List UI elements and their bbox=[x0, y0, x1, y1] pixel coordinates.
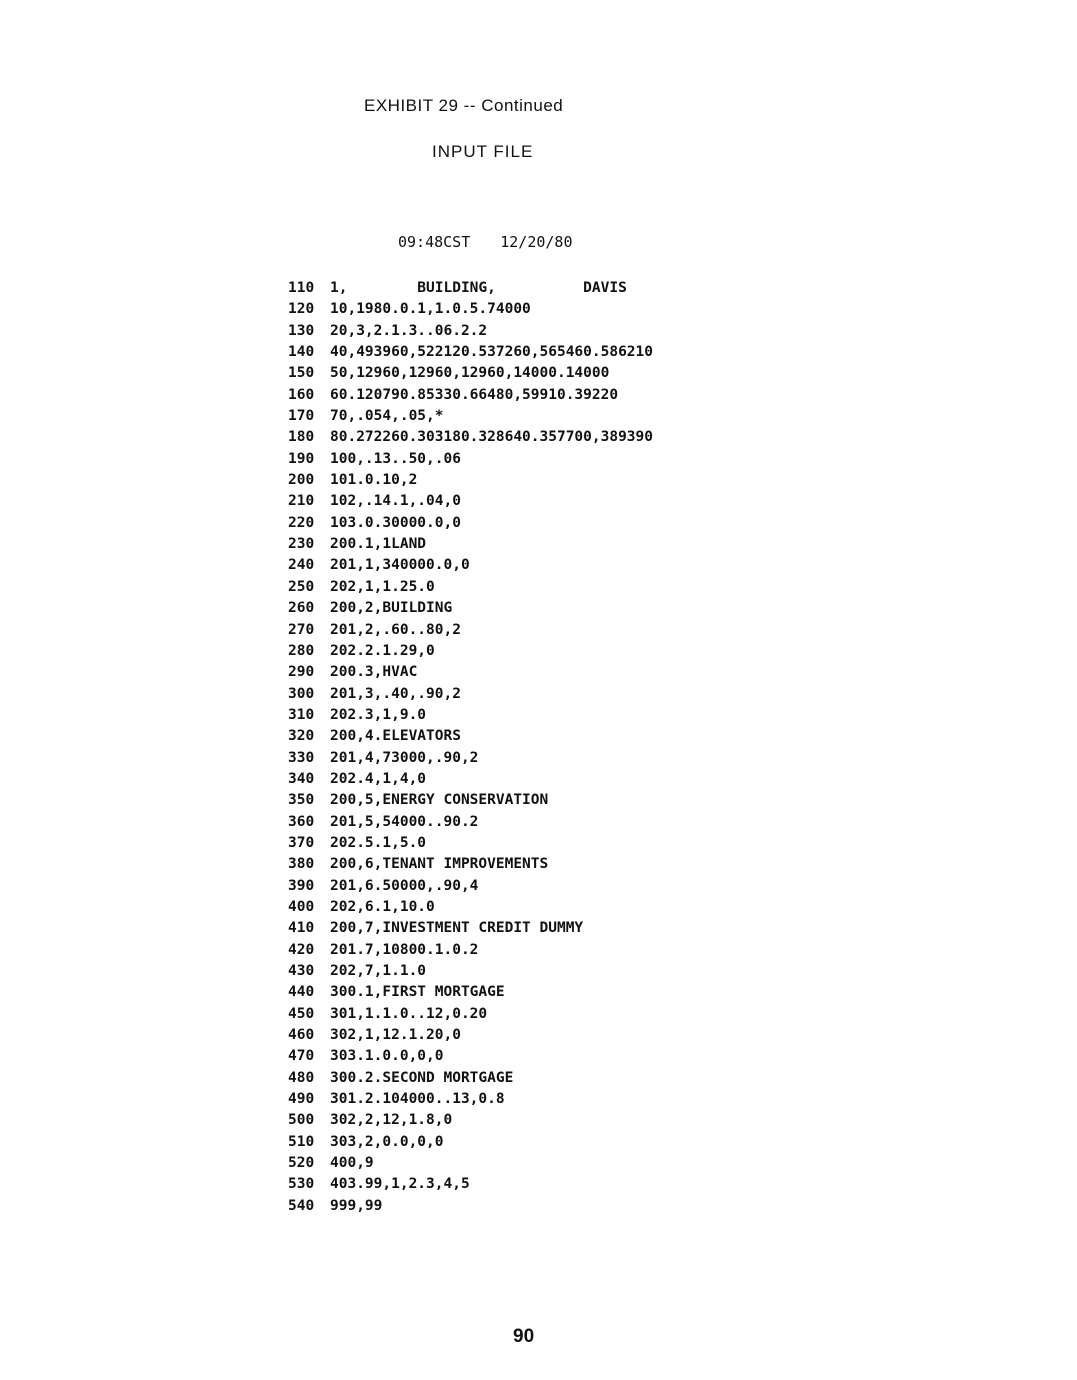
listing-line bbox=[288, 534, 653, 555]
line-content: 201.7,10800.1.0.2 bbox=[330, 941, 479, 958]
line-content: 202,6.1,10.0 bbox=[330, 898, 435, 915]
line-number: 320 bbox=[288, 728, 315, 745]
listing-line bbox=[288, 833, 653, 854]
listing-line bbox=[288, 1132, 653, 1153]
line-number: 280 bbox=[288, 642, 315, 659]
exhibit-title: EXHIBIT 29 -- Continued bbox=[364, 96, 564, 115]
line-number: 290 bbox=[288, 664, 315, 681]
line-number: 520 bbox=[288, 1155, 315, 1172]
line-content: 60.120790.85330.66480,59910.39220 bbox=[330, 386, 619, 403]
listing-line bbox=[288, 577, 653, 598]
line-number: 300 bbox=[288, 685, 315, 702]
line-number: 510 bbox=[288, 1133, 315, 1150]
line-content: 400,9 bbox=[330, 1155, 374, 1172]
line-number: 370 bbox=[288, 834, 315, 851]
line-number: 430 bbox=[288, 963, 315, 979]
listing-line bbox=[288, 427, 653, 448]
line-content: 999,99 bbox=[330, 1197, 383, 1214]
line-number: 150 bbox=[288, 365, 315, 382]
line-content: 201,6.50000,.90,4 bbox=[330, 877, 479, 894]
listing-line bbox=[288, 726, 653, 747]
line-number: 530 bbox=[288, 1176, 315, 1193]
line-content: 202,1,1.25.0 bbox=[330, 578, 435, 595]
listing-line bbox=[288, 961, 653, 982]
listing-line bbox=[288, 1196, 653, 1217]
listing-line bbox=[288, 620, 653, 641]
line-number: 490 bbox=[288, 1091, 315, 1108]
line-number: 160 bbox=[288, 386, 315, 403]
line-content: 202.5.1,5.0 bbox=[330, 834, 427, 851]
line-content: 1, BUILDING, DAVIS bbox=[330, 280, 627, 296]
listing-line bbox=[288, 449, 653, 470]
line-number: 220 bbox=[288, 514, 315, 531]
listing-line bbox=[288, 897, 653, 918]
line-content: 201,3,.40,.90,2 bbox=[330, 685, 461, 702]
line-number: 500 bbox=[288, 1112, 315, 1129]
listing-line bbox=[288, 342, 653, 363]
line-number: 440 bbox=[288, 984, 315, 1001]
line-content: 200,6,TENANT IMPROVEMENTS bbox=[330, 856, 549, 873]
line-content: 10,1980.0.1,1.0.5.74000 bbox=[330, 301, 531, 318]
listing-line bbox=[288, 790, 653, 811]
listing-line bbox=[288, 1004, 653, 1025]
line-content: 201,5,54000..90.2 bbox=[330, 813, 479, 830]
line-content: 301.2.104000..13,0.8 bbox=[330, 1091, 505, 1108]
input-file-listing bbox=[288, 278, 653, 1217]
listing-line bbox=[288, 299, 653, 320]
listing-line bbox=[288, 641, 653, 662]
listing-line bbox=[288, 1089, 653, 1110]
line-number: 460 bbox=[288, 1027, 315, 1044]
line-content: 200,4.ELEVATORS bbox=[330, 728, 461, 745]
line-number: 180 bbox=[288, 429, 315, 446]
listing-line bbox=[288, 406, 653, 427]
line-content: 40,493960,522120.537260,565460.586210 bbox=[330, 344, 654, 361]
line-content: 202.2.1.29,0 bbox=[330, 642, 435, 659]
line-content: 201,1,340000.0,0 bbox=[330, 557, 470, 574]
line-content: 20,3,2.1.3..06.2.2 bbox=[330, 322, 488, 339]
line-content: 403.99,1,2.3,4,5 bbox=[330, 1176, 470, 1193]
line-content: 100,.13..50,.06 bbox=[330, 450, 461, 467]
listing-line bbox=[288, 491, 653, 512]
listing-line bbox=[288, 321, 653, 342]
line-content: 301,1.1.0..12,0.20 bbox=[330, 1005, 488, 1022]
listing-line bbox=[288, 598, 653, 619]
line-content: 302,2,12,1.8,0 bbox=[330, 1112, 453, 1129]
line-content: 200,2,BUILDING bbox=[330, 600, 453, 617]
line-content: 302,1,12.1.20,0 bbox=[330, 1027, 461, 1044]
line-number: 230 bbox=[288, 536, 315, 553]
listing-line bbox=[288, 854, 653, 875]
line-number: 400 bbox=[288, 898, 315, 915]
listing-line bbox=[288, 1046, 653, 1067]
line-content: 103.0.30000.0,0 bbox=[330, 514, 461, 531]
line-content: 303,2,0.0,0,0 bbox=[330, 1133, 444, 1150]
line-content: 300.1,FIRST MORTGAGE bbox=[330, 984, 505, 1001]
line-number: 350 bbox=[288, 792, 315, 809]
listing-line bbox=[288, 748, 653, 769]
line-number: 310 bbox=[288, 706, 315, 723]
listing-line bbox=[288, 1153, 653, 1174]
line-number: 250 bbox=[288, 578, 315, 595]
line-content: 80.272260.303180.328640.357700,389390 bbox=[330, 429, 654, 446]
line-content: 303.1.0.0,0,0 bbox=[330, 1048, 444, 1065]
line-number: 130 bbox=[288, 322, 315, 339]
listing-line bbox=[288, 470, 653, 491]
line-number: 340 bbox=[288, 770, 315, 787]
line-content: 101.0.10,2 bbox=[330, 472, 418, 489]
line-number: 540 bbox=[288, 1197, 315, 1214]
listing-line bbox=[288, 1174, 653, 1195]
run-timestamp bbox=[398, 233, 573, 251]
line-content: 202,7,1.1.0 bbox=[330, 963, 427, 979]
line-number: 260 bbox=[288, 600, 315, 617]
run-time: 09:48CST bbox=[398, 233, 471, 251]
line-number: 190 bbox=[288, 450, 315, 467]
line-number: 330 bbox=[288, 749, 315, 766]
listing-line bbox=[288, 1110, 653, 1131]
line-number: 140 bbox=[288, 344, 315, 361]
line-content: 201,2,.60..80,2 bbox=[330, 621, 461, 638]
line-number: 380 bbox=[288, 856, 315, 873]
line-number: 210 bbox=[288, 493, 315, 510]
line-content: 200,7,INVESTMENT CREDIT DUMMY bbox=[330, 920, 584, 937]
line-content: 202.3,1,9.0 bbox=[330, 706, 427, 723]
line-content: 102,.14.1,.04,0 bbox=[330, 493, 461, 510]
listing-line bbox=[288, 940, 653, 961]
listing-line bbox=[288, 363, 653, 384]
line-number: 170 bbox=[288, 408, 315, 425]
line-content: 50,12960,12960,12960,14000.14000 bbox=[330, 365, 610, 382]
line-content: 200,5,ENERGY CONSERVATION bbox=[330, 792, 549, 809]
listing-line bbox=[288, 769, 653, 790]
line-number: 110 bbox=[288, 280, 315, 296]
line-content: 201,4,73000,.90,2 bbox=[330, 749, 479, 766]
listing-line bbox=[288, 1068, 653, 1089]
line-content: 300.2.SECOND MORTGAGE bbox=[330, 1069, 514, 1086]
line-number: 470 bbox=[288, 1048, 315, 1065]
listing-line bbox=[288, 918, 653, 939]
line-number: 450 bbox=[288, 1005, 315, 1022]
line-content: 200.3,HVAC bbox=[330, 664, 418, 681]
listing-line bbox=[288, 812, 653, 833]
listing-line bbox=[288, 705, 653, 726]
listing-line bbox=[288, 385, 653, 406]
file-title: INPUT FILE bbox=[432, 142, 534, 161]
run-date: 12/20/80 bbox=[500, 233, 573, 251]
listing-line bbox=[288, 662, 653, 683]
page-number: 90 bbox=[513, 1326, 535, 1347]
line-number: 120 bbox=[288, 301, 315, 318]
line-content: 70,.054,.05,* bbox=[330, 408, 444, 425]
listing-line bbox=[288, 684, 653, 705]
line-content: 200.1,1LAND bbox=[330, 536, 427, 553]
listing-line bbox=[288, 876, 653, 897]
line-number: 270 bbox=[288, 621, 315, 638]
line-content: 202.4,1,4,0 bbox=[330, 770, 427, 787]
listing-line bbox=[288, 555, 653, 576]
listing-line bbox=[288, 982, 653, 1003]
line-number: 410 bbox=[288, 920, 315, 937]
line-number: 240 bbox=[288, 557, 315, 574]
line-number: 360 bbox=[288, 813, 315, 830]
listing-line bbox=[288, 278, 653, 299]
listing-line bbox=[288, 1025, 653, 1046]
line-number: 390 bbox=[288, 877, 315, 894]
line-number: 420 bbox=[288, 941, 315, 958]
line-number: 200 bbox=[288, 472, 315, 489]
listing-line bbox=[288, 513, 653, 534]
line-number: 480 bbox=[288, 1069, 315, 1086]
